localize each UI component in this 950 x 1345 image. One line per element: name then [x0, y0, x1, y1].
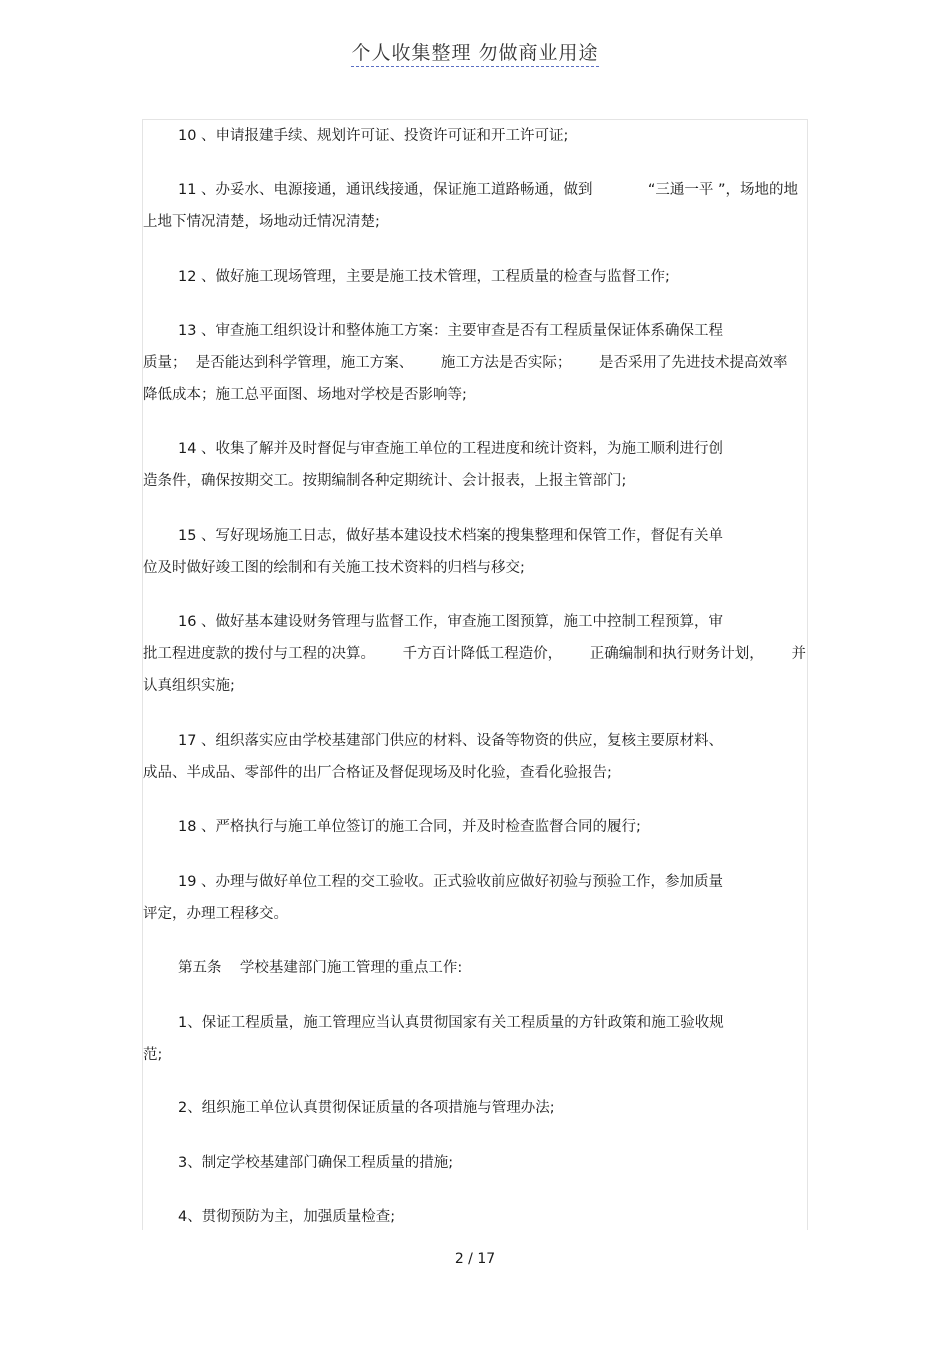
paragraph-line: 成品、半成品、零部件的出厂合格证及督促现场及时化验，查看化验报告;: [143, 765, 612, 781]
paragraph-line: 19 、办理与做好单位工程的交工验收。正式验收前应做好初验与预验工作，参加质量: [178, 874, 724, 890]
page-number: 2 / 17: [454, 1251, 496, 1267]
paragraph-line: 4、贯彻预防为主，加强质量检查;: [178, 1209, 396, 1225]
header-title: 个人收集整理 勿做商业用途: [351, 42, 598, 67]
paragraph-line: 质量； 是否能达到科学管理，施工方案、 施工方法是否实际； 是否采用了先进技术提高效率: [143, 355, 788, 371]
paragraph-line: 批工程进度款的拨付与工程的决算。 千方百计降低工程造价， 正确编制和执行财务计划， 并: [143, 646, 806, 662]
paragraph-line: 3、制定学校基建部门确保工程质量的措施;: [178, 1155, 454, 1171]
section-heading: 第五条 学校基建部门施工管理的重点工作:: [178, 960, 463, 976]
paragraph-line: 上地下情况清楚，场地动迁情况清楚;: [143, 214, 380, 230]
paragraph-line: 范;: [143, 1047, 163, 1063]
paragraph-line: 造条件，确保按期交工。按期编制各种定期统计、会计报表，上报主管部门;: [143, 473, 627, 489]
paragraph-line: 13 、审查施工组织设计和整体施工方案：主要审查是否有工程质量保证体系确保工程: [178, 323, 724, 339]
paragraph-line: 18 、严格执行与施工单位签订的施工合同，并及时检查监督合同的履行;: [178, 819, 641, 835]
paragraph-line: 12 、做好施工现场管理，主要是施工技术管理，工程质量的检查与监督工作;: [178, 269, 670, 285]
paragraph-line: 认真组织实施;: [143, 678, 235, 694]
paragraph-line: 2、组织施工单位认真贯彻保证质量的各项措施与管理办法;: [178, 1100, 555, 1116]
paragraph-line: 降低成本；施工总平面图、场地对学校是否影响等;: [143, 387, 467, 403]
paragraph-line: 10 、申请报建手续、规划许可证、投资许可证和开工许可证;: [178, 128, 569, 144]
paragraph-line: 11 、办妥水、电源接通，通讯线接通，保证施工道路畅通，做到 “三通一平 ”，场地的地: [178, 182, 798, 198]
paragraph-line: 1、保证工程质量，施工管理应当认真贯彻国家有关工程质量的方针政策和施工验收规: [178, 1015, 724, 1031]
page-header: [0, 38, 950, 65]
paragraph-line: 14 、收集了解并及时督促与审查施工单位的工程进度和统计资料，为施工顺利进行创: [178, 441, 724, 457]
paragraph-line: 16 、做好基本建设财务管理与监督工作，审查施工图预算，施工中控制工程预算，审: [178, 614, 724, 630]
paragraph-line: 15 、写好现场施工日志，做好基本建设技术档案的搜集整理和保管工作，督促有关单: [178, 528, 724, 544]
paragraph-line: 17 、组织落实应由学校基建部门供应的材料、设备等物资的供应，复核主要原材料、: [178, 733, 724, 749]
paragraph-line: 评定，办理工程移交。: [143, 906, 288, 922]
paragraph-line: 位及时做好竣工图的绘制和有关施工技术资料的归档与移交;: [143, 560, 525, 576]
